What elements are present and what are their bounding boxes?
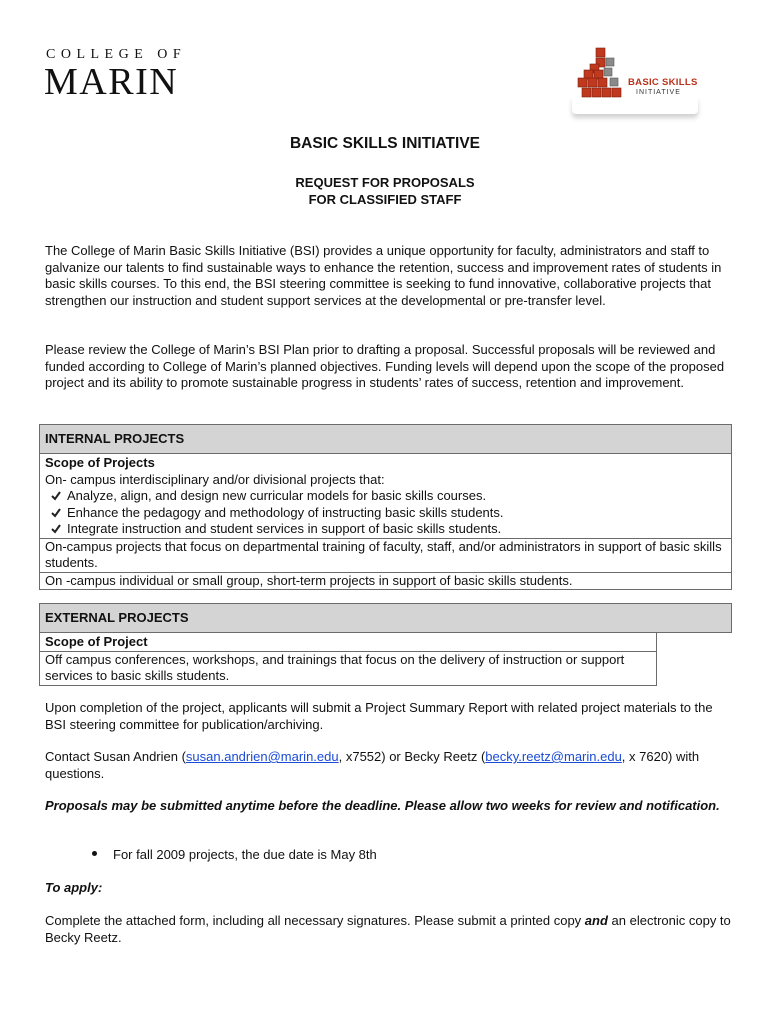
contact-pre: Contact Susan Andrien ( <box>45 749 186 764</box>
internal-projects-header: INTERNAL PROJECTS <box>40 425 732 454</box>
external-projects-header: EXTERNAL PROJECTS <box>40 604 732 633</box>
apply-paragraph <box>45 913 735 946</box>
apply-text <box>45 913 735 946</box>
to-apply-heading: To apply: <box>45 880 103 895</box>
checkmark-icon <box>51 491 61 501</box>
bullet-dot-icon <box>92 851 97 856</box>
checkmark-icon <box>51 524 61 534</box>
report-paragraph <box>45 700 735 733</box>
contact-text <box>45 749 735 782</box>
college-of-text: COLLEGE OF <box>46 47 187 62</box>
report-text: Upon completion of the project, applicants will submit a Project Summary Report with related project materials to the BSI steering committee for publication/archiving. <box>45 700 713 732</box>
apply-post: an electronic copy to Becky Reetz. <box>45 913 731 945</box>
internal-projects-table <box>39 424 732 590</box>
list-item <box>45 505 731 522</box>
list-item <box>45 488 731 505</box>
marin-logo-text: MARIN <box>44 61 179 103</box>
internal-bullet-2: Enhance the pedagogy and methodology of instructing basic skills students. <box>67 504 504 520</box>
contact-paragraph <box>45 749 735 782</box>
internal-bullet-3: Integrate instruction and student services in support of basic skills students. <box>67 521 502 536</box>
stair-blocks-icon <box>566 44 636 110</box>
subtitle-rfp: REQUEST FOR PROPOSALS <box>295 175 475 190</box>
internal-row-departmental: On-campus projects that focus on departmental training of faculty, staff, and/or administrators in support of basic skills students. <box>40 538 732 572</box>
page-title: BASIC SKILLS INITIATIVE <box>289 135 481 152</box>
deadline-note: Proposals may be submitted anytime before the deadline. Please allow two weeks for review and notification. <box>45 798 720 813</box>
apply-and: and <box>584 913 608 928</box>
contact-mid: , x7552) or Becky Reetz ( <box>338 749 486 764</box>
internal-lead-text: On- campus interdisciplinary and/or divisional projects that: <box>45 471 385 487</box>
list-item <box>45 521 731 538</box>
email-link-andrien[interactable]: susan.andrien@marin.edu <box>185 749 339 764</box>
external-projects-header-table <box>39 603 732 633</box>
internal-scope-cell <box>40 454 732 539</box>
due-date-text: For fall 2009 projects, the due date is May 8th <box>113 847 377 862</box>
external-projects-table <box>39 632 657 686</box>
apply-pre: Complete the attached form, including all necessary signatures. Please submit a printed copy <box>45 913 585 928</box>
bsi-logo-subtitle: INITIATIVE <box>636 89 681 96</box>
intro-paragraph-1 <box>45 243 735 309</box>
due-date-item <box>92 847 377 864</box>
intro-text-1: The College of Marin Basic Skills Initiative (BSI) provides a unique opportunity for faculty, administrators and staff to galvanize our talents to find sustainable ways to enhance the retention, success and improvement rates of students in basic skills courses. To this end, the BSI steering committee is seeking to fund innovative, collaborative projects that strengthen our instruction and student support services at the developmental or pre-transfer level. <box>45 243 722 308</box>
external-scope-label: Scope of Project <box>40 633 657 652</box>
email-link-reetz[interactable]: becky.reetz@marin.edu <box>485 749 622 764</box>
subtitle-classified: FOR CLASSIFIED STAFF <box>308 192 462 207</box>
intro-paragraph-2 <box>45 342 735 392</box>
bsi-logo-title: BASIC SKILLS <box>628 77 698 88</box>
external-scope-desc: Off campus conferences, workshops, and trainings that focus on the delivery of instruction or support services to basic skills students. <box>40 651 657 685</box>
internal-bullet-1: Analyze, align, and design new curricular models for basic skills courses. <box>67 488 487 503</box>
checkmark-icon <box>51 508 61 518</box>
contact-post: , x 7620) with questions. <box>45 749 700 781</box>
bsi-logo <box>566 44 698 116</box>
internal-scope-label: Scope of Projects <box>45 455 155 470</box>
internal-row-individual: On -campus individual or small group, short-term projects in support of basic skills students. <box>40 572 732 590</box>
intro-text-2: Please review the College of Marin’s BSI Plan prior to drafting a proposal. Successful proposals will be reviewed and funded according to College of Marin’s planned objectives. Funding levels will depend upon the scope of the proposed project and its ability to promote sustainable progress in students’ rates of success, retention and improvement. <box>45 342 725 390</box>
